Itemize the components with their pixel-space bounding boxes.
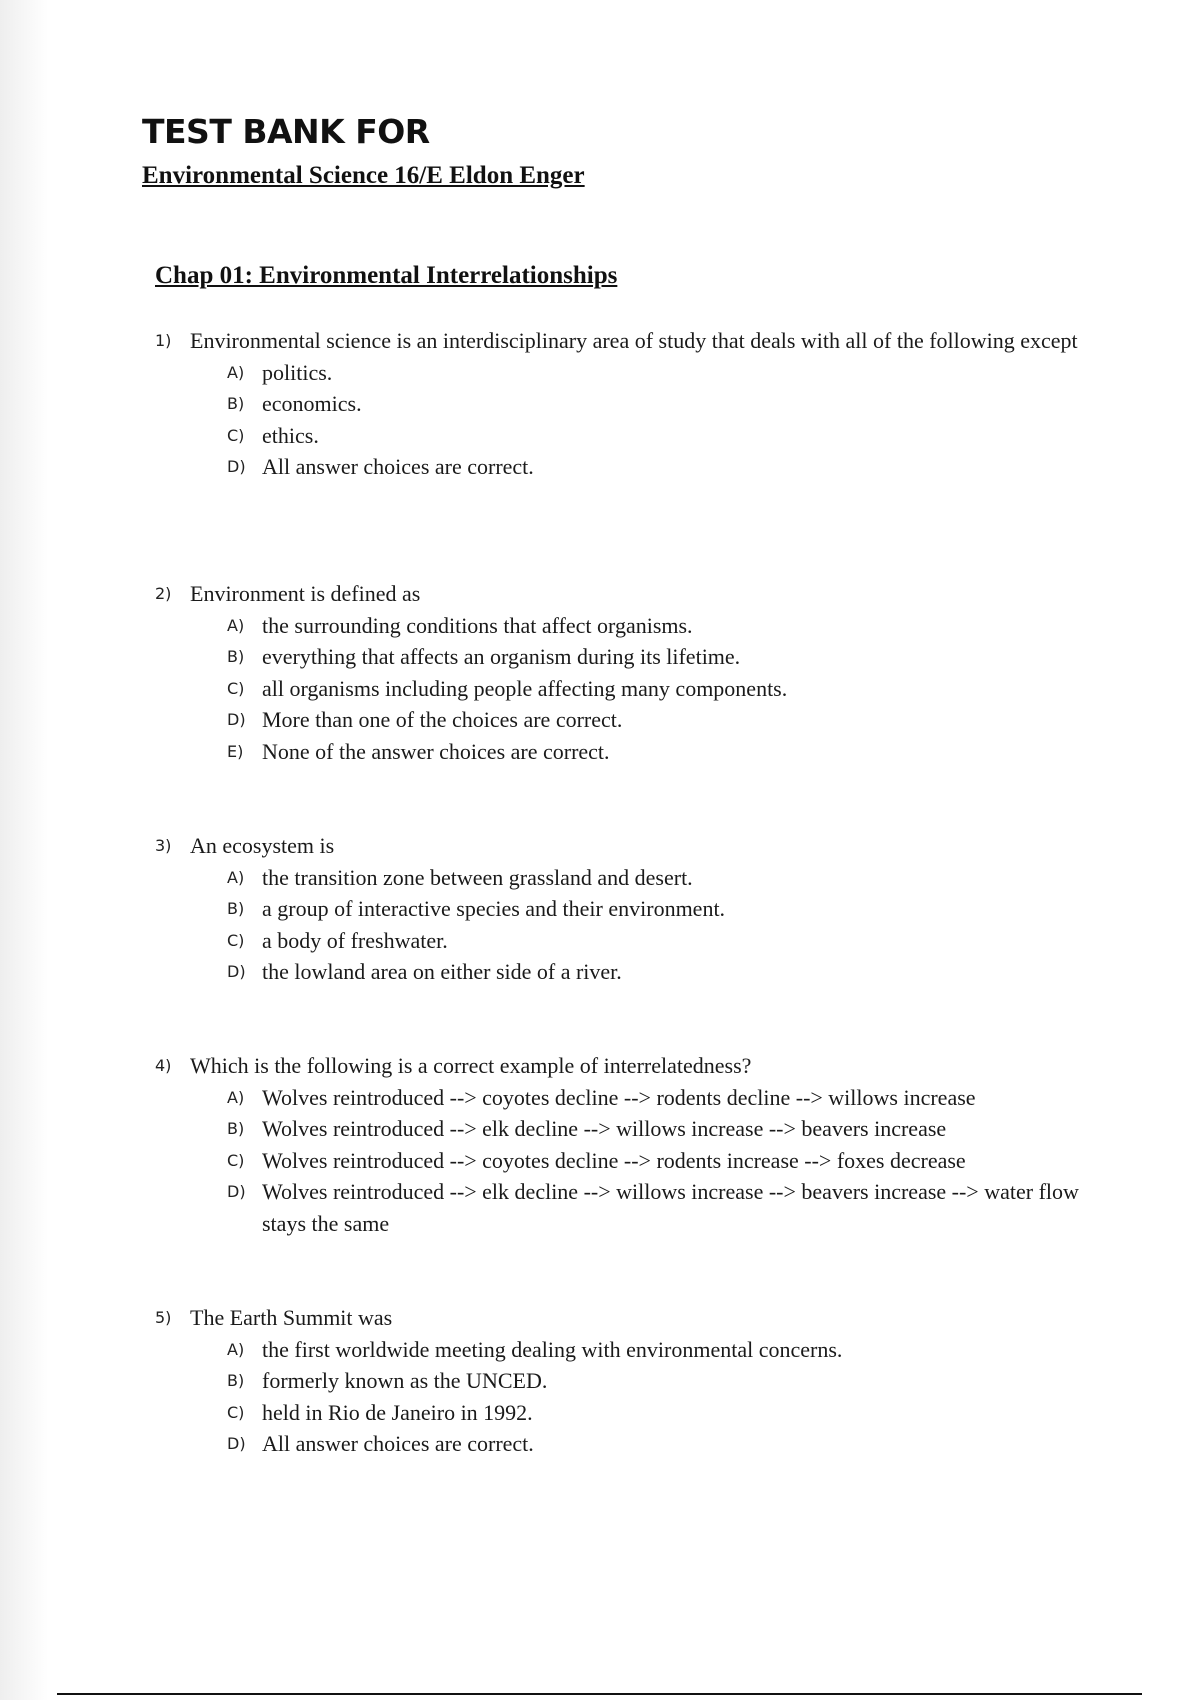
option-text: politics.	[262, 359, 333, 385]
document-subtitle: Environmental Science 16/E Eldon Enger	[142, 162, 585, 189]
option-text: Wolves reintroduced --> elk decline --> willows increase --> beavers increase	[262, 1116, 947, 1141]
question-text: The Earth Summit was	[190, 1305, 393, 1330]
question-number: 3)	[155, 836, 172, 855]
answer-option	[227, 1145, 1115, 1177]
question-stem	[155, 830, 1115, 862]
option-letter: A)	[227, 615, 245, 635]
option-letter: D)	[227, 962, 246, 981]
answer-option	[227, 1365, 1115, 1397]
option-letter: C)	[227, 425, 245, 445]
question-1	[155, 325, 1115, 483]
question-text: Environmental science is an interdisciplinary area of study that deals with all of the following except	[190, 328, 1078, 353]
option-text: the first worldwide meeting dealing with environmental concerns.	[262, 1336, 843, 1362]
answer-option	[227, 673, 1115, 705]
option-letter: A)	[227, 867, 245, 887]
option-text: ethics.	[262, 422, 319, 448]
option-letter: C)	[227, 1402, 245, 1422]
answer-option	[227, 1334, 1115, 1366]
option-letter: B)	[227, 1119, 245, 1138]
option-letter: C)	[227, 1150, 245, 1170]
option-text: a body of freshwater.	[262, 927, 448, 953]
answer-option	[227, 1397, 1115, 1429]
answer-option	[227, 956, 1115, 988]
option-text: formerly known as the UNCED.	[262, 1368, 548, 1393]
answer-option	[227, 862, 1115, 894]
question-text: An ecosystem is	[190, 833, 335, 858]
option-text: All answer choices are correct.	[262, 1431, 534, 1456]
page-edge-shadow	[0, 0, 48, 1700]
option-letter: C)	[227, 930, 245, 950]
option-letter: C)	[227, 678, 245, 698]
option-letter: A)	[227, 1339, 245, 1359]
answer-option	[227, 1113, 1115, 1145]
question-text: Environment is defined as	[190, 581, 421, 606]
option-letter: A)	[227, 1087, 245, 1107]
option-text: the lowland area on either side of a river.	[262, 959, 622, 984]
answer-option	[227, 736, 1115, 768]
question-stem	[155, 1302, 1115, 1334]
option-letter: B)	[227, 899, 245, 918]
option-text: Wolves reintroduced --> coyotes decline --> rodents increase --> foxes decrease	[262, 1147, 966, 1173]
option-text: everything that affects an organism during its lifetime.	[262, 644, 741, 669]
option-text: held in Rio de Janeiro in 1992.	[262, 1399, 533, 1425]
option-letter: D)	[227, 710, 246, 729]
answer-option	[227, 704, 1115, 736]
question-stem	[155, 578, 1115, 610]
option-text: economics.	[262, 391, 362, 416]
answer-option	[227, 893, 1115, 925]
answer-option	[227, 1176, 1115, 1239]
answer-option	[227, 641, 1115, 673]
answer-option	[227, 388, 1115, 420]
question-3	[155, 830, 1115, 988]
answer-option	[227, 1082, 1115, 1114]
question-4	[155, 1050, 1115, 1239]
question-text: Which is the following is a correct example of interrelatedness?	[190, 1053, 752, 1078]
question-number: 1)	[155, 331, 172, 350]
option-text: More than one of the choices are correct.	[262, 707, 623, 732]
answer-option	[227, 420, 1115, 452]
answer-option	[227, 357, 1115, 389]
option-text: All answer choices are correct.	[262, 454, 534, 479]
question-2	[155, 578, 1115, 767]
option-text: all organisms including people affecting many components.	[262, 675, 788, 701]
question-stem	[155, 325, 1115, 357]
answer-option	[227, 610, 1115, 642]
answer-option	[227, 925, 1115, 957]
answer-option	[227, 1428, 1115, 1460]
option-text: Wolves reintroduced --> elk decline --> willows increase --> beavers increase --> water flow stays the same	[262, 1179, 1079, 1236]
option-letter: B)	[227, 1371, 245, 1390]
option-letter: A)	[227, 362, 245, 382]
option-text: None of the answer choices are correct.	[262, 738, 610, 764]
option-letter: D)	[227, 1182, 246, 1201]
footer-rule	[57, 1693, 1142, 1695]
option-letter: E)	[227, 741, 244, 761]
option-letter: D)	[227, 457, 246, 476]
question-number: 4)	[155, 1056, 172, 1075]
option-text: a group of interactive species and their environment.	[262, 896, 726, 921]
option-letter: D)	[227, 1434, 246, 1453]
document-title: TEST BANK FOR	[142, 112, 430, 151]
question-number: 5)	[155, 1308, 172, 1327]
option-text: Wolves reintroduced --> coyotes decline --> rodents decline --> willows increase	[262, 1084, 976, 1110]
option-text: the transition zone between grassland and desert.	[262, 864, 693, 890]
option-text: the surrounding conditions that affect organisms.	[262, 612, 693, 638]
answer-option	[227, 451, 1115, 483]
question-5	[155, 1302, 1115, 1460]
option-letter: B)	[227, 394, 245, 413]
chapter-heading: Chap 01: Environmental Interrelationships	[155, 262, 618, 289]
question-number: 2)	[155, 584, 172, 603]
question-stem	[155, 1050, 1115, 1082]
option-letter: B)	[227, 647, 245, 666]
